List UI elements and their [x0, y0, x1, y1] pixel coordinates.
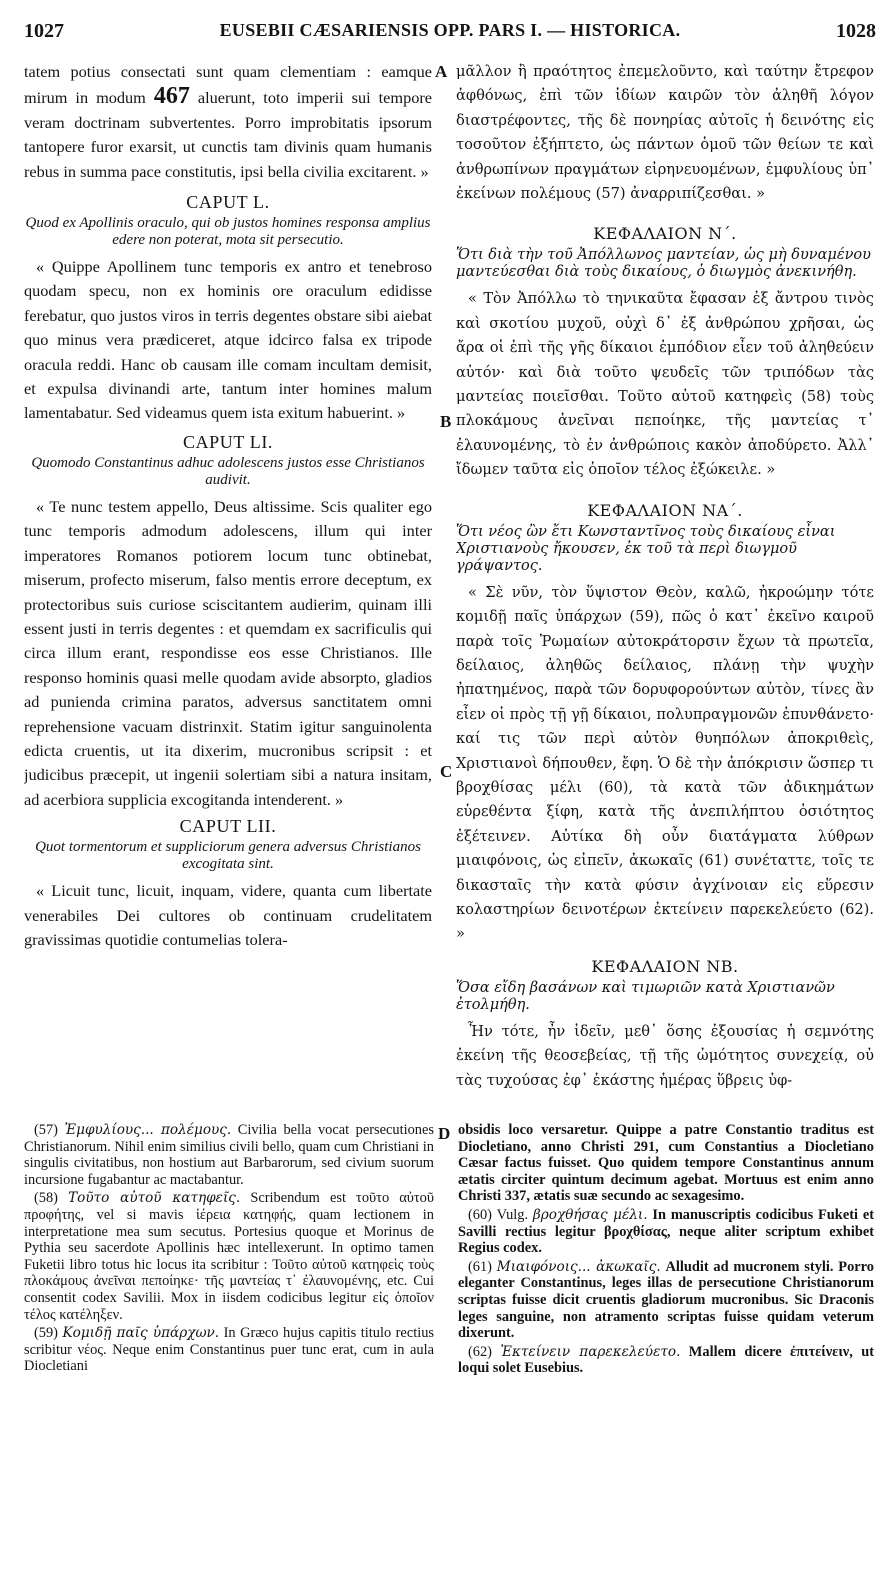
footnote-62: [458, 1344, 874, 1377]
greek-chapter-50-text: « Τὸν Ἀπόλλω τὸ τηνικαῦτα ἔφασαν ἐξ ἄντρου τινὸς καὶ σκοτίου μυχοῦ, οὐχὶ δ᾽ ἐξ ἀνθρώπου χρῆσαι, ὡς ἄρα οἱ ἐπὶ τῆς γῆς δίκαιοι ἐμπόδιον εἶεν τοῦ ἀληθεύειν αὐτόν· καὶ διὰ τοῦτο ψευδεῖς τῶν τριπόδων τὰς μαντείας ποιεῖσθαι. Τοῦτο αὐτοῦ κατηφεὶς (58) τοὺς πλοκάμους ἀνεῖναι πεποίηκε, τῆς μαντείας τ᾽ ἐλαυνομένης, τὸ ἐν ἀνθρώποις κακὸν ἀποδύρετο. Ἀλλ᾽ ἴδωμεν ταῦτα εἰς ὁποῖον τέλος ἐξώκειλε. »: [456, 290, 874, 479]
greek-chapter-heading-52: ΚΕΦΑΛΑΙΟΝ ΝΒ.: [591, 956, 739, 976]
footnote-text: In Græco hujus capitis titulo rectius scribitur νέος. Neque enim Constantinus puer tunc erat, cum in aula Diocletiani: [24, 1325, 434, 1375]
footnote-61: [458, 1259, 874, 1342]
footnote-lemma: Μιαιφόνοις... ἀκωκαῖς.: [496, 1258, 661, 1275]
latin-column: [24, 60, 432, 952]
footnote-59-continuation: obsidis loco versaretur. Quippe a patre Constantio traditus est Diocletiano, anno Christi 291, cum Constantius a Diocletiano Cæsar factus fuisset. Quo quidem tempore Constantinus annum ætatis circiter quintum decimum agebat. Mortuus est enim anno Christi 337, ætatis suæ secundo ac sexagesimo.: [458, 1122, 874, 1205]
footnotes-right: [458, 1122, 874, 1379]
margin-marker-b: B: [440, 412, 452, 431]
footnote-ref: (59): [34, 1325, 58, 1342]
chapter-50-text: « Quippe Apollinem tunc temporis ex antro et tenebroso quodam specu, non ex hominis ore oraculum edidisse ferebatur, quo justos viros in terris degentes obstare sibi aiebat quo minus vera prædiceret, atque idcirco falsa ex tripode oracula reddi. Hanc ob causam ille comam incultam demisit, et expulsa divinandi arte, tantum inter homines malum lamentabatur. Sed videamus quem ista exitum habuerint. »: [24, 257, 432, 423]
footnote-ref: (60): [468, 1206, 492, 1223]
margin-marker-a: A: [435, 62, 448, 81]
latin-paragraph-continuation: [24, 60, 432, 184]
footnote-lemma: Κομιδῇ παῖς ὑπάρχων.: [62, 1325, 220, 1342]
greek-paragraph-continuation: μᾶλλον ἢ πραότητος ἐπεμελοῦντο, καὶ ταύτην ἔτρεφον ἀφθόνως, ἐπὶ τῶν ἰδίων καιρῶν τὸν ἀληθῆ λόγον διαστρέφοντες, τῆς δὲ πονηρίας αὐτοῖς ἡ δεινότης εἰς τοσοῦτον ἐξήπτετο, ὡς πάντων ὁμοῦ τῶν θείων τε καὶ ἀνθρωπίνων πραγμάτων εἰρηνευομένων, ἐμφυλίους ὑπ᾽ ἐκείνων πολέμους (57) ἀναρριπίζεσθαι. »: [456, 63, 874, 203]
footnote-text: Civilia bella vocat persecutiones Christianorum. Nihil enim similius civili bello, quam cum Christiani in singulis civitatibus, non hostium aut Barbarorum, sed civium suorum incursione fugabantur ac mactabantur.: [24, 1122, 434, 1188]
chapter-summary-50: Quod ex Apollinis oraculo, qui ob justos homines responsa amplius edere non poterat, mota sit persecutio.: [25, 215, 431, 249]
latin-text: tatem potius consectati sunt quam clementiam : eamque mirum in modum: [24, 62, 432, 108]
footnote-ref: (62): [468, 1343, 492, 1360]
footnote-lemma: βροχθήσας μέλι.: [532, 1206, 648, 1223]
chapter-summary-51: Quomodo Constantinus adhuc adolescens justos esse Christianos audivit.: [31, 454, 425, 488]
footnote-58: [24, 1190, 434, 1323]
chapter-51-text: « Te nunc testem appello, Deus altissime. Scis qualiter ego tunc temporis admodum adolescens, illum qui inter imperatores Romanos potiorem locum tunc obtinebat, miserum, profecto miserum, falso mentis errore deceptum, ex protectoribus suis curiose sciscitantem audierim, quinam illi essent justi in terris degentes : et quemdam ex sacrificulis qui circa illum erant, respondisse eos esse Christianos. Ille responso hominis quasi melle quodam avide absorpto, gladios ad punienda crimina paratos, adversus sanctitatem omni reprehensione vacuam distrinxit. Statim igitur sanguinolenta edicta cruentis, ut ita dixerim, mucronibus scripsit : et judicibus præcepit, ut ingenii solertiam sibi a natura insitam, ad acerbiora supplicia excogitanda intenderent. »: [24, 496, 432, 809]
footnote-lemma: Τοῦτο αὐτοῦ κατηφεῖς.: [68, 1190, 241, 1207]
footnote-text: Scribendum est τοῦτο αὐτοῦ προφήτης, vel si mavis ἱέρεια κατηφής, quam lectionem in interpretatione mea sum secutus. Portesius quoque et Morinus de Pythia seu sacerdote Apollinis hæc intellexerunt. In optimo tamen Fuketii libro totus hic locus ita scribitur : Τοῦτο αὐτοῦ κατηφεὶς τοὺς πλοκάμους ἀνεῖναι πεποίηκε· τῆς μαντείας τ᾽ ἐλαυνομένης, etc. Cui consentit codex Savilii. Mox in iisdem codicibus legitur εἰς ὁποῖον τέλος κατέληξεν.: [24, 1190, 435, 1323]
footnote-text: Alludit ad mucronem styli. Porro eleganter Constantinus, leges illas de persecutione Christianorum scriptas fuisse dicit cruentis gladiorum mucronibus. Sic Draconis leges sanguine, non atramento scriptas fuisse quidam veterum dixerunt.: [458, 1258, 874, 1342]
greek-chapter-summary-51: Ὅτι νέος ὢν ἔτι Κωνσταντῖνος τοὺς δικαίους εἶναι Χριστιανοὺς ἤκουσεν, ἐκ τοῦ τὰ περὶ διωγμοῦ γράψαντος.: [456, 523, 836, 574]
chapter-heading-50: CAPUT L.: [186, 192, 270, 213]
footnote-ref: (61): [468, 1258, 492, 1275]
footnote-lemma: Ἐμφυλίους... πολέμους.: [64, 1122, 232, 1138]
footnote-text: Vulg.: [496, 1206, 529, 1223]
footnote-ref: (57): [34, 1122, 58, 1138]
greek-column: [456, 60, 874, 1093]
running-title: EUSEBII CÆSARIENSIS OPP. PARS I. — HISTORICA.: [219, 20, 681, 40]
greek-chapter-51-text: « Σὲ νῦν, τὸν ὕψιστον Θεὸν, καλῶ, ἠκροώμην τότε κομιδῇ παῖς ὑπάρχων (59), πῶς ὁ κατ᾽ ἐκεῖνο καιροῦ παρὰ τοῖς Ῥωμαίων αὐτοκράτορσιν ἔχων τὰ πρωτεῖα, δείλαιος, ἀληθῶς δείλαιος, πλάνῃ τὴν ψυχὴν ἠπατημένος, παρὰ τῶν δορυφορούντων αὐτὸν, τίνες ἂν εἶεν οἱ πρὸς τῇ γῇ δίκαιοι, πολυπραγμονῶν ἐπυνθάνετο· καί τις τῶν περὶ αὐτὸν θυηπόλων ἀποκριθεὶς, Χριστιανοὶ δήπουθεν, ἔφη. Ὁ δὲ τὴν ἀπόκρισιν ὥσπερ τι βροχθίσας μέλι (60), τὰ κατὰ τῶν ἀδικημάτων εὑρεθέντα ξίφη, κατὰ τῆς ἀνεπιλήπτου ὁσιότητος ἐξέτεινεν. Αὐτίκα δὴ οὖν διατάγματα λύθρων μιαιφόνοις, ὡς εἰπεῖν, ἀκωκαῖς (61) συνέταττε, τοῖς τε δικασταῖς τὴν κατὰ φύσιν ἀγχίνοιαν εἰς εὕρεσιν κολαστηρίων δεινοτέρων ἐκτείνειν παρεκελεύετο (62). »: [456, 583, 874, 943]
greek-chapter-52-text: Ἦν τότε, ἦν ἰδεῖν, μεθ᾽ ὅσης ἐξουσίας ἡ σεμνότης ἐκείνη τῆς θεοσεβείας, τῇ τῆς ὠμότητος συνεχείᾳ, οὐ τὰς τυχούσας ἐφ᾽ ἑκάστης ἡμέρας ὕβρεις ὑφ-: [456, 1022, 874, 1089]
chapter-heading-52: CAPUT LII.: [179, 816, 277, 837]
footnotes-left: [24, 1122, 434, 1377]
footnote-text: In manuscriptis codicibus Fuketi et Savilli rectius legitur βροχθίσας, neque aliter scriptum exhibet Regius codex.: [458, 1206, 875, 1257]
footnote-57: [24, 1122, 434, 1188]
page-number-left: 1027: [24, 20, 64, 42]
greek-chapter-summary-50: Ὅτι διὰ τὴν τοῦ Ἀπόλλωνος μαντείαν, ὡς μὴ δυναμένου μαντεύεσθαι διὰ τοὺς δικαίους, ὁ διωγμὸς ἀνεκινήθη.: [456, 247, 871, 281]
footnote-59: [24, 1325, 434, 1375]
footnote-60: [458, 1207, 874, 1257]
margin-marker-d: D: [438, 1124, 451, 1143]
latin-text: aluerunt, toto imperii sui tempore veram doctrinam subvertentes. Porro improbitatis ipsorum tantopere furor exarsit, ut cunctis tam divinis quam humanis rebus in summa pace constitutis, ipsi bella civilia excitarent. »: [24, 88, 432, 181]
greek-chapter-summary-52: Ὅσα εἴδη βασάνων καὶ τιμωριῶν κατὰ Χριστιανῶν ἐτολμήθη.: [456, 979, 835, 1013]
footnote-lemma: Ἐκτείνειν παρεκελεύετο.: [500, 1343, 681, 1360]
greek-chapter-heading-50: ΚΕΦΑΛΑΙΟΝ Ν´.: [593, 224, 737, 244]
footnote-ref: (58): [34, 1190, 58, 1207]
footnote-text: Mallem dicere ἐπιτείνειν, ut loqui solet Eusebius.: [458, 1343, 874, 1377]
running-header: [24, 20, 876, 44]
migne-column-number: 467: [153, 83, 190, 110]
chapter-heading-51: CAPUT LI.: [182, 431, 274, 452]
margin-marker-c: C: [440, 762, 453, 781]
chapter-summary-52: Quot tormentorum et suppliciorum genera adversus Christianos excogitata sint.: [35, 839, 421, 873]
chapter-52-text: « Licuit tunc, licuit, inquam, videre, quanta cum libertate venerabiles Dei cultores ob continuam crudelitatem gravissimas quotidie contumelias tolera-: [24, 881, 432, 949]
greek-chapter-heading-51: ΚΕΦΑΛΑΙΟΝ ΝΑ´.: [587, 500, 743, 520]
page-number-right: 1028: [836, 20, 876, 42]
